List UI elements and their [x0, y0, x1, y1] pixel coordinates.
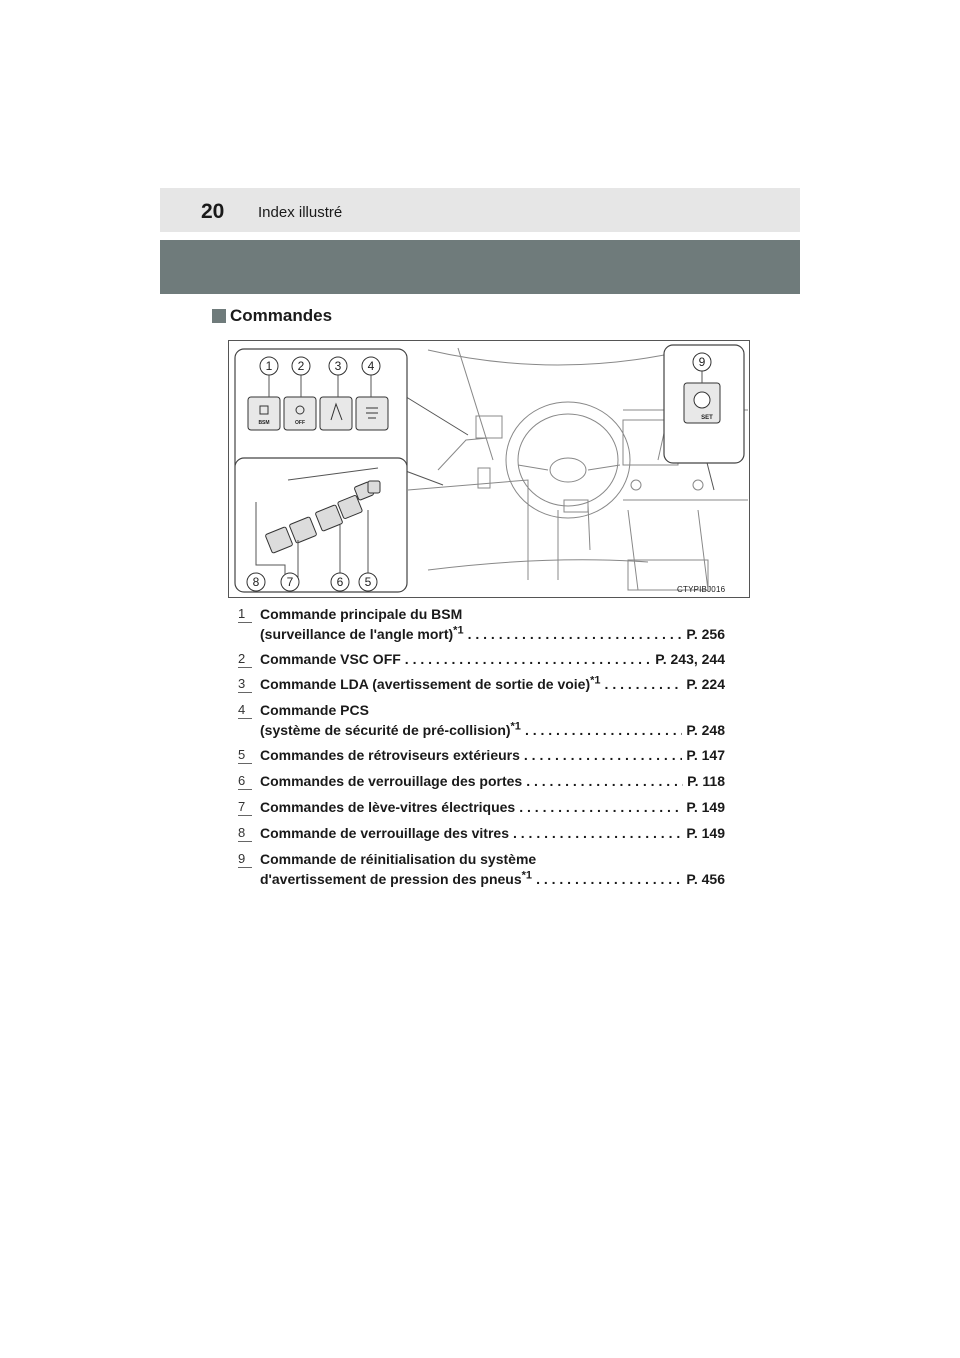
item-number: 9 — [238, 849, 245, 869]
section-marker-icon — [212, 309, 226, 323]
item-number: 8 — [238, 823, 245, 843]
top-inset — [235, 349, 407, 475]
list-item-7 — [238, 797, 728, 817]
header-band — [160, 240, 800, 294]
header-bar — [160, 188, 800, 232]
page-reference[interactable]: P. 147 — [686, 747, 725, 763]
list-item-5 — [238, 745, 728, 765]
page-reference[interactable]: P. 248 — [686, 722, 725, 738]
bsm-switch-label: BSM — [258, 420, 270, 426]
tpms-set-label: SET — [701, 415, 713, 421]
list-item-9 — [238, 849, 728, 889]
list-item-8 — [238, 823, 728, 843]
page-reference[interactable]: P. 243, 244 — [655, 651, 725, 667]
callout-5: 5 — [364, 575, 372, 589]
list-item-4 — [238, 700, 728, 740]
item-number: 5 — [238, 745, 245, 765]
footnote-mark: *1 — [590, 674, 601, 687]
vsc-off-switch-label: OFF — [295, 420, 305, 426]
list-item-6 — [238, 771, 728, 791]
page-reference[interactable]: P. 149 — [686, 799, 725, 815]
item-text-line1: Commande principale du BSM — [260, 606, 463, 622]
item-number: 3 — [238, 674, 245, 694]
item-text-line2: (surveillance de l'angle mort) — [260, 626, 454, 642]
callout-4: 4 — [367, 359, 375, 373]
callout-9: 9 — [698, 355, 706, 369]
header-title: Index illustré — [258, 204, 343, 221]
list-item-1 — [238, 604, 728, 644]
item-text-line1: Commande de réinitialisation du système — [260, 851, 537, 867]
footnote-mark: *1 — [510, 720, 521, 733]
figure-code: CTYPIBJ016 — [677, 585, 726, 594]
callout-2: 2 — [297, 359, 305, 373]
page-number: 20 — [201, 200, 225, 223]
callout-1: 1 — [265, 359, 273, 373]
callout-6: 6 — [336, 575, 344, 589]
item-text: Commande VSC OFF — [260, 651, 401, 667]
item-text: Commandes de rétroviseurs extérieurs — [260, 747, 520, 763]
footnote-mark: *1 — [453, 624, 464, 637]
item-number: 7 — [238, 797, 245, 817]
list-item-3 — [238, 674, 728, 694]
controls-illustration — [228, 340, 750, 598]
list-item-2 — [238, 649, 728, 669]
page-reference[interactable]: P. 256 — [686, 626, 725, 642]
item-text: Commande LDA (avertissement de sortie de voie) — [260, 676, 591, 692]
page-reference[interactable]: P. 118 — [687, 773, 725, 789]
page-reference[interactable]: P. 456 — [686, 871, 725, 887]
item-text-line1: Commande PCS — [260, 702, 369, 718]
item-text: Commandes de lève-vitres électriques — [260, 799, 516, 815]
right-inset — [664, 345, 744, 463]
page-reference[interactable]: P. 149 — [686, 825, 725, 841]
item-number: 4 — [238, 700, 245, 720]
item-text-line2: d'avertissement de pression des pneus — [260, 871, 522, 887]
footnote-mark: *1 — [521, 869, 533, 882]
item-number: 6 — [238, 771, 245, 791]
item-text: Commandes de verrouillage des portes — [260, 773, 523, 789]
bottom-inset — [235, 458, 407, 592]
item-text-line2: (système de sécurité de pré-collision) — [260, 722, 511, 738]
callout-7: 7 — [286, 575, 294, 589]
callout-8: 8 — [252, 575, 260, 589]
page-reference[interactable]: P. 224 — [686, 676, 725, 692]
item-number: 1 — [238, 604, 245, 624]
callout-3: 3 — [334, 359, 342, 373]
item-text: Commande de verrouillage des vitres — [260, 825, 509, 841]
section-title: Commandes — [230, 306, 333, 325]
item-number: 2 — [238, 649, 245, 669]
